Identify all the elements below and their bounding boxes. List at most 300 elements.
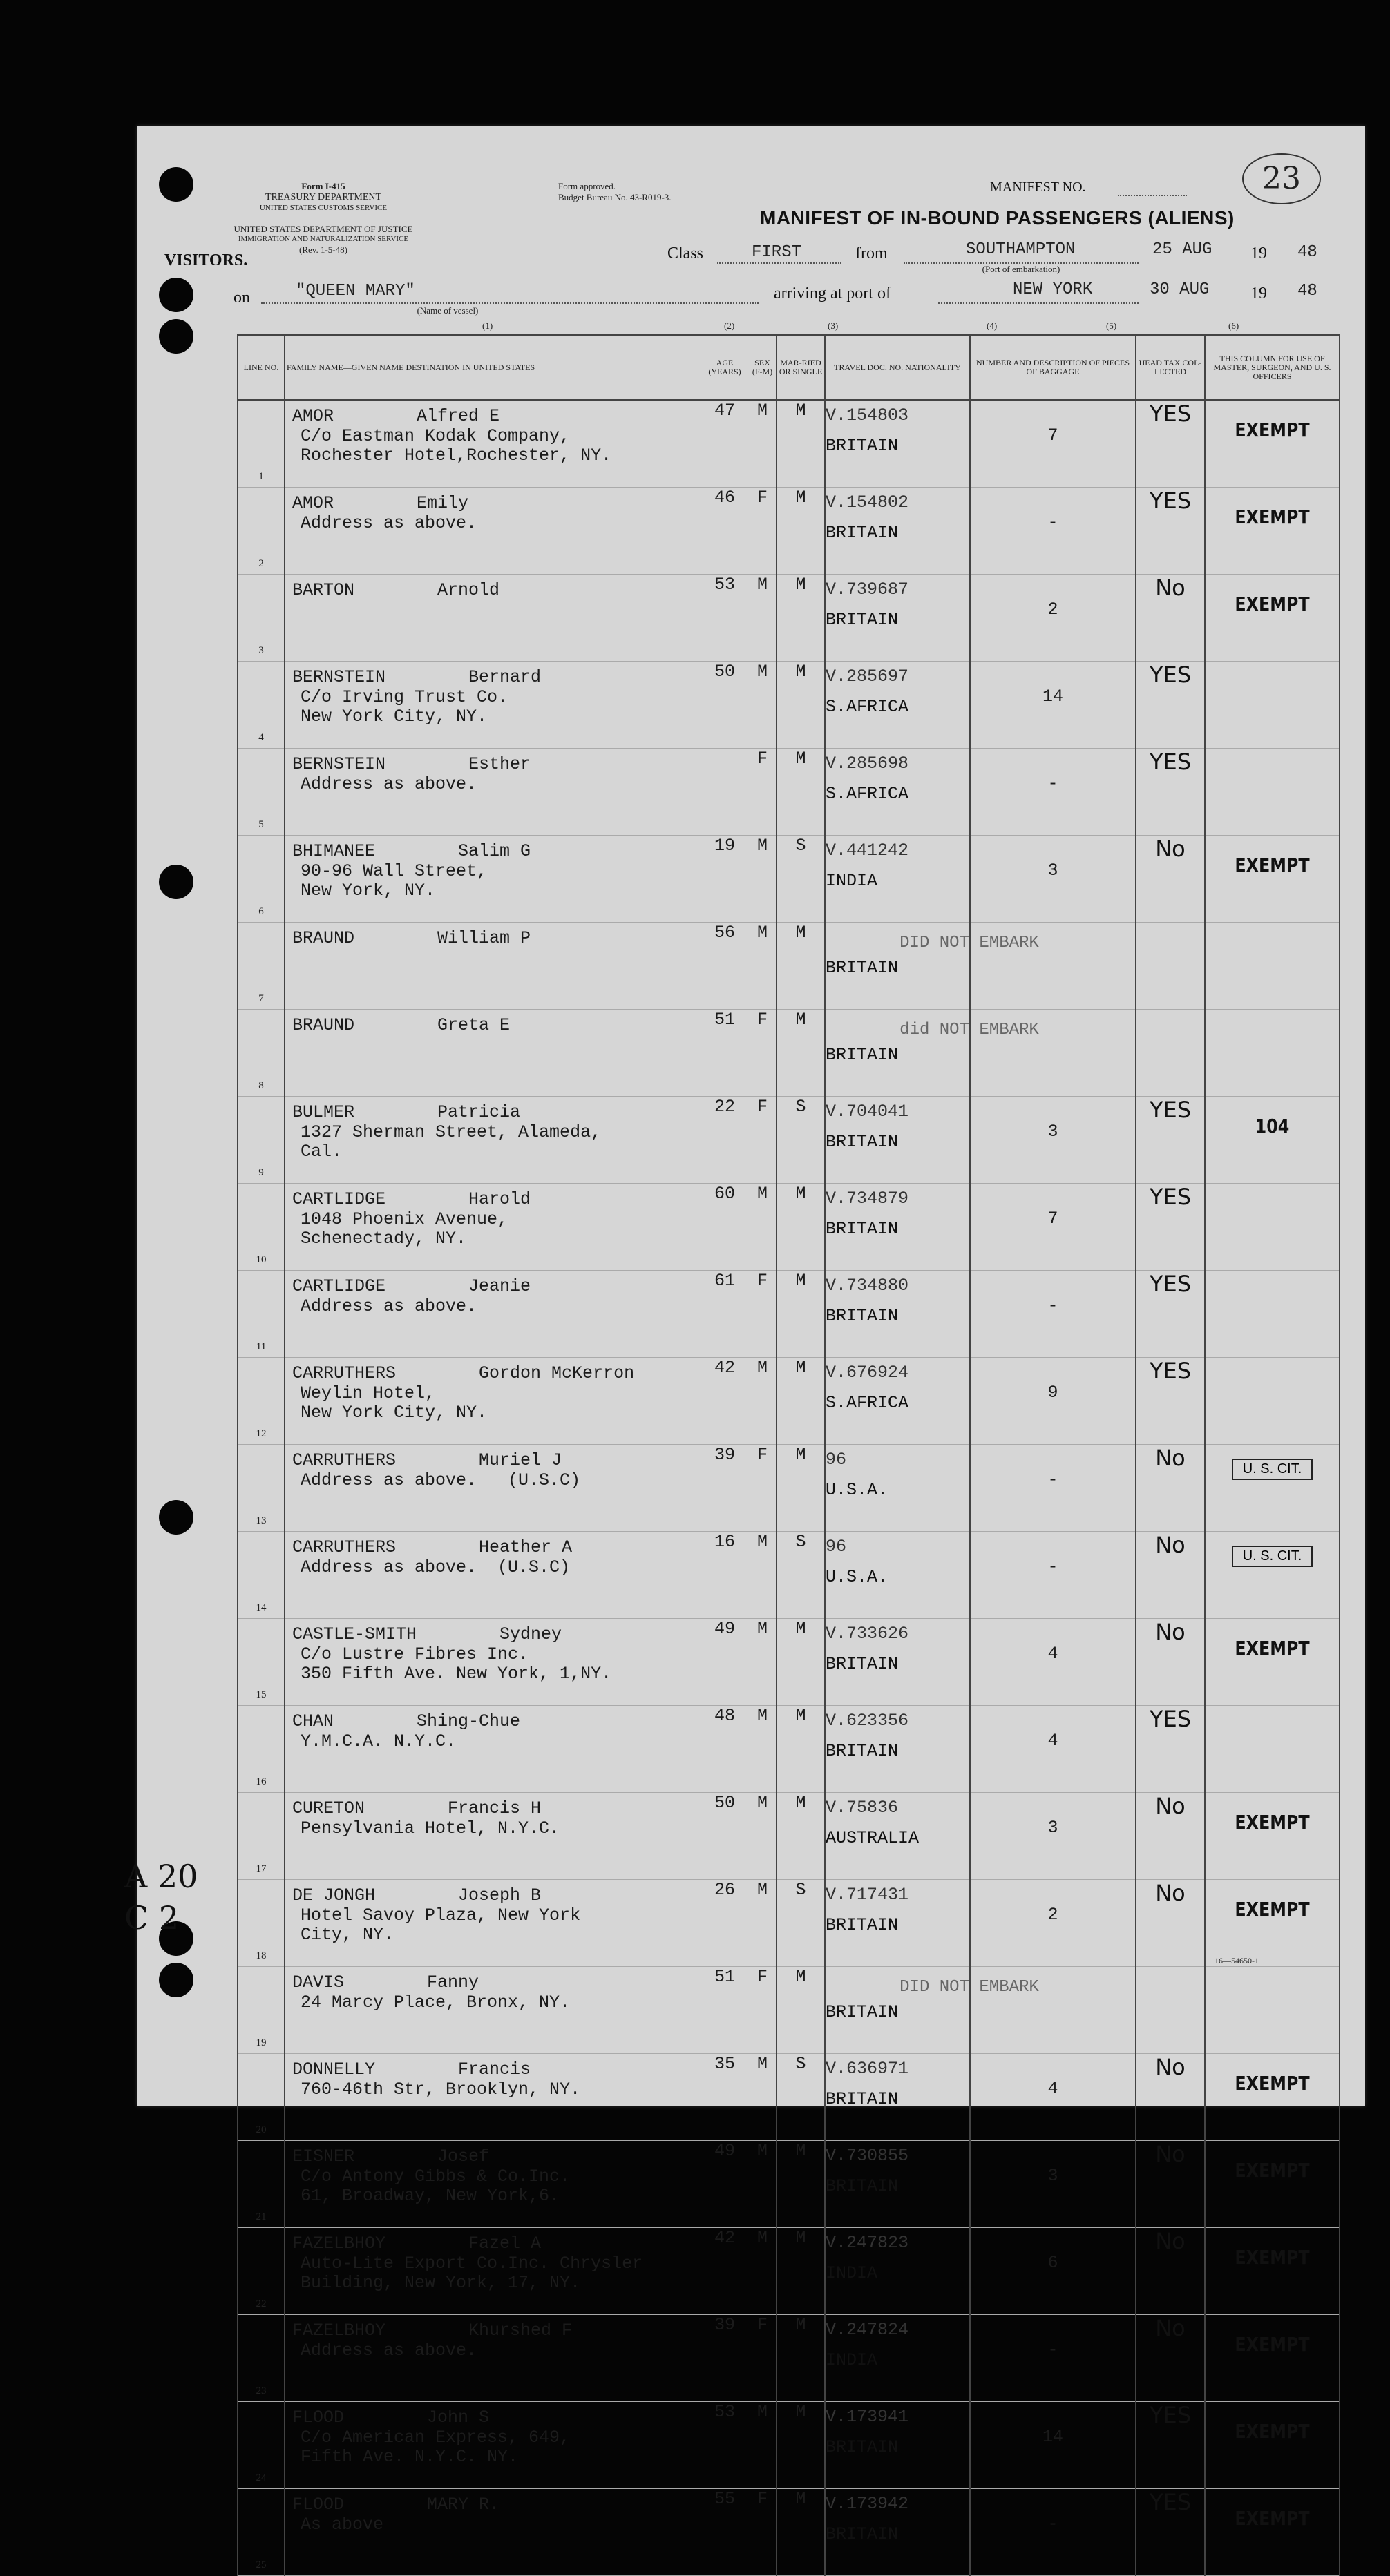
col-num-1: (1) [482,320,493,331]
travel-doc-no: V.734880 [826,1276,909,1296]
page-number-circle: 23 [1242,153,1321,204]
given-name: Harold [468,1189,531,1209]
col-doc: TRAVEL DOC. NO. NATIONALITY [825,335,970,400]
on-label: on [234,289,250,307]
officer-mark: EXEMPT [1235,506,1310,528]
marital-status: M [777,1010,825,1097]
baggage-count: 6 [970,2228,1136,2315]
head-tax: No [1136,1619,1205,1706]
side-note-a: A 20 [124,1858,198,1895]
given-name: Salim G [458,841,531,861]
col-name: FAMILY NAME—GIVEN NAME DESTINATION IN UNITED STATES [285,335,701,400]
officer-mark: EXEMPT [1235,2072,1310,2095]
did-not-embark-note: DID NOT EMBARK [899,1978,1039,1997]
given-name: Patricia [437,1102,521,1122]
baggage-count: 3 [970,2141,1136,2228]
officer-mark: EXEMPT [1235,1637,1310,1660]
sex: M [749,1358,777,1445]
baggage-count: 3 [970,1097,1136,1184]
marital-status: M [777,1445,825,1532]
age: 60 [701,1184,749,1271]
head-tax: No [1136,2054,1205,2141]
family-name: AMOR [292,406,334,426]
family-name: CARTLIDGE [292,1276,386,1296]
table-row [238,1880,1340,1967]
baggage-count: 9 [970,1358,1136,1445]
punch-hole [159,865,193,899]
line-number: 13 [238,1445,285,1532]
sex: F [749,1097,777,1184]
marital-status: M [777,1358,825,1445]
officer-mark: 104 [1255,1115,1290,1137]
age: 39 [701,2315,749,2402]
arrival-date: 30 AUG [1150,280,1210,299]
age: 49 [701,1619,749,1706]
marital-status: M [777,2489,825,2576]
officer-mark: EXEMPT [1235,854,1310,876]
destination-address: Auto-Lite Export Co.Inc. Chrysler Building, New York, 17, NY. [301,2253,643,2293]
marital-status: M [777,1706,825,1793]
arrival-line [938,302,1139,304]
print-code: 16—54650-1 [1215,1956,1259,1965]
nationality: BRITAIN [826,1132,899,1152]
destination-address: Address as above. (U.S.C) [301,1557,571,1577]
table-row [238,1532,1340,1619]
nationality: BRITAIN [826,2002,899,2022]
age: 55 [701,2489,749,2576]
head-tax: No [1136,2315,1205,2402]
travel-doc-no: V.636971 [826,2059,909,2079]
family-name: BRAUND [292,1015,355,1035]
destination-address: Hotel Savoy Plaza, New York City, NY. [301,1905,581,1945]
baggage-count [970,1967,1136,2054]
col-married: MAR-RIED OR SINGLE [777,335,825,400]
family-name: CURETON [292,1798,365,1818]
nationality: BRITAIN [826,2437,899,2457]
sex: M [749,400,777,488]
age: 53 [701,2402,749,2489]
destination-address: Pensylvania Hotel, N.Y.C. [301,1818,560,1838]
nationality: BRITAIN [826,1306,899,1326]
officer-mark [1215,1358,1329,1376]
marital-status: S [777,2054,825,2141]
officer-mark: EXEMPT [1235,419,1310,441]
table-row [238,1967,1340,2054]
officer-mark: EXEMPT [1235,2420,1310,2443]
marital-status: M [777,1967,825,2054]
col-sex: SEX (F-M) [749,335,777,400]
line-number: 17 [238,1793,285,1880]
sex: M [749,575,777,662]
given-name: MARY R. [427,2495,500,2515]
travel-doc-no: V.285697 [826,666,909,686]
given-name: Emily [417,493,469,513]
destination-address: Address as above. [301,513,477,533]
family-name: BRAUND [292,928,355,948]
year-label: 19 [1250,244,1267,262]
officer-mark [1215,1271,1329,1289]
line-number: 2 [238,488,285,575]
family-name: DAVIS [292,1972,345,1992]
sex: M [749,2054,777,2141]
nationality: INDIA [826,871,878,891]
head-tax: YES [1136,1358,1205,1445]
destination-address: C/o American Express, 649, Fifth Ave. N.Y.C. NY. [301,2428,571,2467]
family-name: DONNELLY [292,2059,376,2079]
travel-doc-no: V.704041 [826,1102,909,1122]
travel-doc-no: V.154802 [826,492,909,512]
family-name: BERNSTEIN [292,667,386,687]
nationality: BRITAIN [826,1045,899,1065]
age: 22 [701,1097,749,1184]
class-line [717,262,841,264]
vessel-note: (Name of vessel) [417,305,479,316]
year-label-2: 19 [1250,285,1267,302]
revision-label: (Rev. 1-5-48) [299,244,348,255]
baggage-count: 14 [970,662,1136,749]
punch-hole [159,319,193,354]
marital-status: M [777,1184,825,1271]
given-name: Heather A [479,1537,573,1557]
marital-status: M [777,1619,825,1706]
age: 39 [701,1445,749,1532]
nationality: U.S.A. [826,1480,888,1500]
nationality: AUSTRALIA [826,1828,920,1848]
travel-doc-no: V.733626 [826,1624,909,1644]
treasury-label: TREASURY DEPARTMENT [265,192,382,202]
passenger-table [237,334,1340,2576]
marital-status: M [777,2141,825,2228]
line-number: 8 [238,1010,285,1097]
col-age: AGE (YEARS) [701,335,749,400]
officer-mark: EXEMPT [1235,593,1310,615]
year-value: 48 [1297,243,1317,262]
baggage-count [970,923,1136,1010]
nationality: BRITAIN [826,1741,899,1761]
line-number: 10 [238,1184,285,1271]
table-row [238,2054,1340,2141]
officer-mark [1215,1184,1329,1202]
manifest-title: MANIFEST OF IN-BOUND PASSENGERS (ALIENS) [760,207,1235,229]
head-tax: YES [1136,1271,1205,1358]
table-row [238,1445,1340,1532]
sex: M [749,2141,777,2228]
nationality: U.S.A. [826,1567,888,1587]
given-name: Fanny [427,1972,479,1992]
sex: F [749,1010,777,1097]
family-name: CARRUTHERS [292,1363,397,1383]
sex: M [749,2402,777,2489]
head-tax: YES [1136,1097,1205,1184]
line-number: 21 [238,2141,285,2228]
family-name: EISNER [292,2146,355,2166]
head-tax: YES [1136,488,1205,575]
given-name: Bernard [468,667,542,687]
nationality: BRITAIN [826,523,899,543]
baggage-count: 4 [970,2054,1136,2141]
baggage-count: 7 [970,400,1136,488]
head-tax: No [1136,1445,1205,1532]
family-name: CARTLIDGE [292,1189,386,1209]
travel-doc-no: V.173942 [826,2494,909,2514]
age: 46 [701,488,749,575]
baggage-count: - [970,1445,1136,1532]
manifest-no-label: MANIFEST NO. [990,180,1086,195]
sex: M [749,1880,777,1967]
destination-address: C/o Antony Gibbs & Co.Inc. 61, Broadway, New York,6. [301,2166,571,2206]
given-name: Joseph B [458,1885,542,1905]
col-num-3: (3) [828,320,839,331]
line-number: 11 [238,1271,285,1358]
line-number: 20 [238,2054,285,2141]
officer-mark: EXEMPT [1235,1811,1310,1834]
marital-status: M [777,1793,825,1880]
nationality: INDIA [826,2263,878,2283]
baggage-count: 7 [970,1184,1136,1271]
travel-doc-no: V.739687 [826,579,909,599]
ins-label: IMMIGRATION AND NATURALIZATION SERVICE [238,235,409,243]
manifest-sheet [137,126,1365,2570]
officer-mark [1215,1967,1329,1985]
family-name: BARTON [292,580,355,600]
col-tax: HEAD TAX COL-LECTED [1136,335,1205,400]
officer-mark: EXEMPT [1235,2333,1310,2356]
destination-address: C/o Lustre Fibres Inc. 350 Fifth Ave. New York, 1,NY. [301,1644,612,1684]
vessel-name: "QUEEN MARY" [296,282,415,300]
age: 50 [701,1793,749,1880]
destination-address: 1327 Sherman Street, Alameda, Cal. [301,1122,602,1162]
head-tax: YES [1136,1706,1205,1793]
marital-status: M [777,2228,825,2315]
travel-doc-no: V.173941 [826,2407,909,2427]
family-name: CARRUTHERS [292,1450,397,1470]
given-name: Muriel J [479,1450,562,1470]
age: 53 [701,575,749,662]
marital-status: S [777,1532,825,1619]
head-tax: No [1136,1793,1205,1880]
line-number: 12 [238,1358,285,1445]
head-tax: No [1136,2228,1205,2315]
class-value: FIRST [752,243,802,262]
baggage-count [970,1010,1136,1097]
travel-doc-no: V.247824 [826,2320,909,2340]
nationality: BRITAIN [826,2089,899,2109]
from-date: 25 AUG [1152,240,1212,259]
marital-status: S [777,1880,825,1967]
manifest-no-line [1118,195,1187,196]
destination-address: Address as above. [301,774,477,794]
sex: M [749,1706,777,1793]
family-name: FLOOD [292,2495,345,2515]
marital-status: M [777,400,825,488]
us-citizen-stamp: U. S. CIT. [1232,1459,1313,1480]
line-number: 24 [238,2402,285,2489]
age: 16 [701,1532,749,1619]
punch-hole [159,167,193,202]
vessel-line [261,302,759,304]
table-row [238,2489,1340,2576]
travel-doc-no: V.75836 [826,1798,899,1818]
punch-hole [159,1500,193,1535]
table-row [238,2315,1340,2402]
punch-hole [159,1963,193,1997]
nationality: BRITAIN [826,1219,899,1239]
sex: M [749,2228,777,2315]
marital-status: M [777,923,825,1010]
sex: M [749,1793,777,1880]
line-number: 9 [238,1097,285,1184]
family-name: DE JONGH [292,1885,376,1905]
destination-address: 24 Marcy Place, Bronx, NY. [301,1992,571,2012]
marital-status: M [777,2402,825,2489]
travel-doc-no: V.676924 [826,1363,909,1383]
travel-doc-no: 96 [826,1450,847,1470]
destination-address: Y.M.C.A. N.Y.C. [301,1731,457,1751]
family-name: BULMER [292,1102,355,1122]
sex: F [749,1967,777,2054]
justice-label: UNITED STATES DEPARTMENT OF JUSTICE [234,224,413,234]
line-number: 25 [238,2489,285,2576]
family-name: FAZELBHOY [292,2320,386,2340]
destination-address: As above [301,2515,384,2535]
head-tax: No [1136,2141,1205,2228]
age: 56 [701,923,749,1010]
officer-mark [1215,1010,1329,1028]
year-value-2: 48 [1297,282,1317,300]
head-tax: YES [1136,749,1205,836]
head-tax [1136,923,1205,1010]
baggage-count: 2 [970,1880,1136,1967]
table-row [238,662,1340,749]
family-name: BHIMANEE [292,841,376,861]
officer-mark: EXEMPT [1235,1898,1310,1921]
travel-doc-no: V.247823 [826,2233,909,2253]
sex: M [749,1184,777,1271]
destination-address: C/o Eastman Kodak Company, Rochester Hotel,Rochester, NY. [301,426,612,465]
head-tax: No [1136,575,1205,662]
sex: M [749,1532,777,1619]
baggage-count: 14 [970,2402,1136,2489]
destination-address: 90-96 Wall Street, New York, NY. [301,861,488,901]
col-num-5: (5) [1106,320,1117,331]
officer-mark [1215,923,1329,941]
col-num-4: (4) [987,320,998,331]
officer-mark [1215,749,1329,767]
given-name: Fazel A [468,2233,542,2253]
baggage-count: 2 [970,575,1136,662]
officer-mark [1215,1706,1329,1724]
head-tax: YES [1136,2489,1205,2576]
marital-status: M [777,2315,825,2402]
given-name: Sydney [499,1624,562,1644]
from-port: SOUTHAMPTON [966,240,1076,259]
baggage-count: - [970,1532,1136,1619]
col-num-2: (2) [724,320,735,331]
destination-address: Address as above. (U.S.C) [301,1470,581,1490]
nationality: BRITAIN [826,1915,899,1935]
baggage-count: - [970,488,1136,575]
head-tax [1136,1967,1205,2054]
given-name: Jeanie [468,1276,531,1296]
table-row [238,1706,1340,1793]
destination-address: 760-46th Str, Brooklyn, NY. [301,2079,581,2099]
family-name: AMOR [292,493,334,513]
head-tax: No [1136,1532,1205,1619]
class-label: Class [667,244,704,262]
from-label: from [855,244,888,262]
line-number: 6 [238,836,285,923]
baggage-count: 4 [970,1706,1136,1793]
line-number: 4 [238,662,285,749]
given-name: Francis [458,2059,531,2079]
given-name: Khurshed F [468,2320,573,2340]
table-header-row [238,335,1340,400]
marital-status: S [777,1097,825,1184]
table-row [238,836,1340,923]
baggage-count: - [970,2489,1136,2576]
head-tax: YES [1136,400,1205,488]
nationality: BRITAIN [826,958,899,978]
age: 50 [701,662,749,749]
embark-note: (Port of embarkation) [982,264,1060,274]
table-row [238,2141,1340,2228]
travel-doc-no: V.154803 [826,405,909,425]
table-row [238,2402,1340,2489]
age: 51 [701,1010,749,1097]
head-tax: YES [1136,1184,1205,1271]
table-row [238,1097,1340,1184]
sex: F [749,2489,777,2576]
age: 48 [701,1706,749,1793]
given-name: Josef [437,2146,490,2166]
form-number: Form I-415 [301,181,345,191]
sex: M [749,836,777,923]
age: 42 [701,2228,749,2315]
col-num-6: (6) [1228,320,1239,331]
given-name: Esther [468,754,531,774]
did-not-embark-note: did NOT EMBARK [899,1021,1039,1039]
arriving-label: arriving at port of [774,285,891,302]
nationality: BRITAIN [826,2176,899,2196]
line-number: 7 [238,923,285,1010]
age: 42 [701,1358,749,1445]
line-number: 3 [238,575,285,662]
family-name: CARRUTHERS [292,1537,397,1557]
age: 47 [701,400,749,488]
family-name: CHAN [292,1711,334,1731]
nationality: BRITAIN [826,610,899,630]
table-row [238,575,1340,662]
family-name: FLOOD [292,2407,345,2428]
travel-doc-no: V.285698 [826,753,909,773]
sex: F [749,1271,777,1358]
side-note-c: C 2 [124,1899,180,1936]
nationality: S.AFRICA [826,1393,909,1413]
head-tax [1136,1010,1205,1097]
given-name: Greta E [437,1015,511,1035]
destination-address: Address as above. [301,1296,477,1316]
nationality: BRITAIN [826,1654,899,1674]
nationality: BRITAIN [826,436,899,456]
col-baggage: NUMBER AND DESCRIPTION OF PIECES OF BAGGAGE [970,335,1136,400]
family-name: FAZELBHOY [292,2233,386,2253]
officer-mark: EXEMPT [1235,2159,1310,2182]
col-officers: THIS COLUMN FOR USE OF MASTER, SURGEON, AND U. S. OFFICERS [1205,335,1340,400]
sex: F [749,2315,777,2402]
line-number: 16 [238,1706,285,1793]
baggage-count: - [970,749,1136,836]
form-approved: Form approved. [558,181,616,191]
